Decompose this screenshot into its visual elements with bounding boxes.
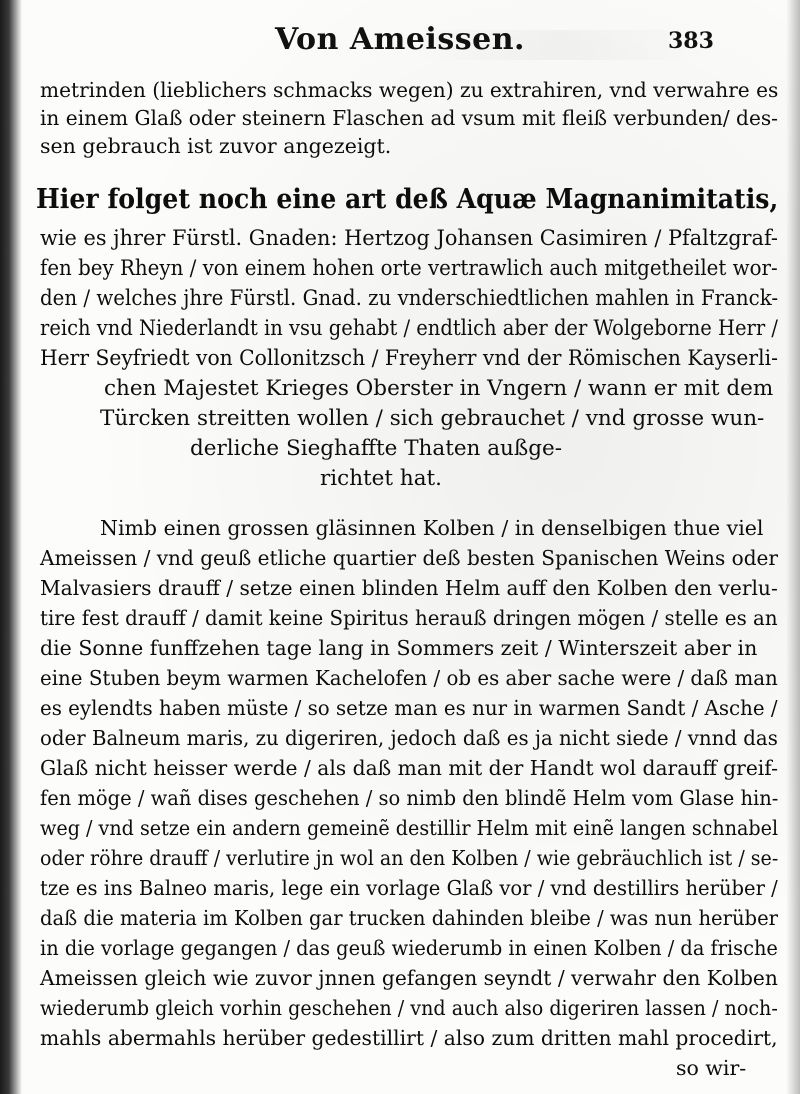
- body-line: Malvasiers drauff / setze einen blinden Helm auff den Kolben den verlu-: [40, 576, 778, 600]
- text-line: sen gebrauch ist zuvor angezeigt.: [40, 134, 392, 158]
- body-line: Nimb einen grossen gläsinnen Kolben / in denselbigen thue viel: [100, 516, 764, 540]
- section-heading: Hier folget noch eine art deß Aquæ Magnanimitatis,: [36, 184, 779, 215]
- body-line: weg / vnd setze ein andern gemeinẽ destillir Helm mit einẽ langen schnabel: [40, 816, 779, 840]
- text-line: in einem Glaß oder steinern Flaschen ad vsum mit fleiß verbunden/ des-: [40, 106, 778, 130]
- body-line: oder Balneum maris, zu digeriren, jedoch daß es ja nicht siede / vnnd das: [40, 726, 778, 750]
- intro-line: fen bey Rheyn / von einem hohen orte vertrawlich auch mitgetheilet wor-: [40, 256, 778, 281]
- intro-line: Türcken streitten wollen / sich gebrauchet / vnd grosse wun-: [100, 406, 765, 431]
- body-line: Ameissen gleich wie zuvor jnnen gefangen seyndt / verwahr den Kolben: [40, 966, 778, 990]
- text-line: metrinden (lieblichers schmacks wegen) zu extrahiren, vnd verwahre es: [40, 78, 779, 102]
- intro-line: richtet hat.: [320, 466, 443, 491]
- body-line: wiederumb gleich vorhin geschehen / vnd auch also digeriren lassen / noch-: [40, 996, 778, 1020]
- intro-line: wie es jhrer Fürstl. Gnaden: Hertzog Johansen Casimiren / Pfaltzgraf-: [40, 226, 778, 251]
- body-line: fen möge / wañ dises geschehen / so nimb den blindẽ Helm vom Glase hin-: [40, 786, 779, 810]
- intro-line: Herr Seyfriedt von Collonitzsch / Freyherr vnd der Römischen Kayserli-: [40, 346, 778, 371]
- body-line: Ameissen / vnd geuß etliche quartier deß besten Spanischen Weins oder: [40, 546, 779, 570]
- body-line: Glaß nicht heisser werde / als daß man mit der Handt wol darauff greif-: [40, 756, 778, 780]
- body-line: daß die materia im Kolben gar trucken dahinden bleibe / was nun herüber: [40, 906, 778, 930]
- intro-line: derliche Sieghaffte Thaten außge-: [190, 436, 563, 461]
- book-gutter-shadow: [0, 0, 22, 1094]
- body-line: es eylendts haben müste / so setze man es nur in warmen Sandt / Asche /: [40, 696, 778, 720]
- intro-line: chen Majestet Krieges Oberster in Vngern / wann er mit dem: [104, 376, 774, 401]
- body-line: die Sonne funffzehen tage lang in Sommers zeit / Winterszeit aber in: [40, 636, 758, 660]
- body-line: tze es ins Balneo maris, lege ein vorlage Glaß vor / vnd destillirs herüber /: [40, 876, 778, 900]
- catchword: so wir-: [676, 1056, 747, 1080]
- body-line: in die vorlage gegangen / das geuß wiederumb in einen Kolben / da frische: [40, 936, 778, 960]
- body-line: tire fest drauff / damit keine Spiritus herauß dringen mögen / stelle es an: [40, 606, 778, 630]
- intro-line: reich vnd Niederlandt in vsu gehabt / endtlich aber der Wolgeborne Herr /: [40, 316, 778, 341]
- page-number: 383: [668, 28, 714, 54]
- page-edge-shadow: [786, 0, 800, 1094]
- body-line: eine Stuben beym warmen Kachelofen / ob es aber sache were / daß man: [40, 666, 778, 690]
- body-line: mahls abermahls herüber gedestillirt / also zum dritten mahl procedirt,: [40, 1026, 778, 1050]
- intro-line: den / welches jhre Fürstl. Gnad. zu vnderschiedtlichen mahlen in Franck-: [40, 286, 779, 311]
- running-header-title: Von Ameissen.: [275, 22, 525, 57]
- body-line: oder röhre drauff / verlutire jn wol an den Kolben / wie gebräuchlich ist / se-: [40, 846, 779, 870]
